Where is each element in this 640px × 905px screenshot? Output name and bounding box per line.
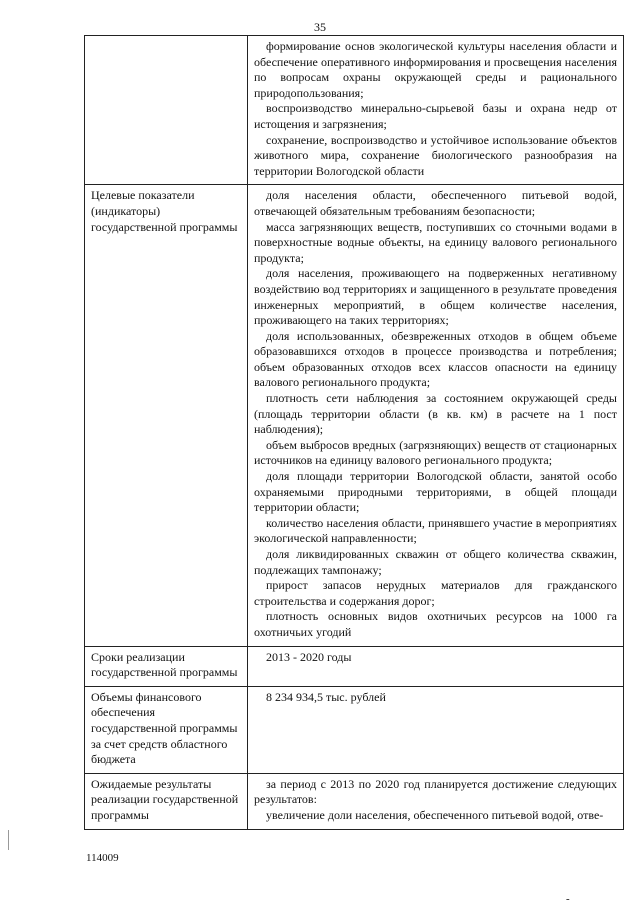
content-paragraph: плотность основных видов охотничьих ресурсов на 1000 га охотничьих угодий: [254, 609, 617, 639]
content-paragraph: плотность сети наблюдения за состоянием окружающей среды (площадь территории области (в кв. км) в расчете на 1 пост наблюдения);: [254, 391, 617, 437]
content-paragraph: 2013 - 2020 годы: [266, 649, 352, 664]
row-content: [248, 36, 624, 185]
row-label: Сроки реализации государственной программы: [85, 646, 248, 686]
content-paragraph: количество населения области, принявшего участие в мероприятиях экологической направленности;: [254, 515, 617, 546]
row-label: Ожидаемые результаты реализации государственной программы: [85, 773, 248, 829]
content-paragraph: доля площади территории Вологодской области, занятой особо охраняемыми природными территориями, в общей площади территории области;: [254, 469, 617, 515]
page-number: 35: [314, 20, 326, 34]
content-paragraph: воспроизводство минерально-сырьевой базы и охрана недр от истощения и загрязнения;: [254, 101, 617, 131]
content-paragraph: 8 234 934,5 тыс. рублей: [266, 689, 386, 704]
margin-mark: [8, 830, 13, 850]
content-paragraph: доля населения области, обеспеченного питьевой водой, отвечающей обязательным требованиям безопасности;: [254, 188, 617, 218]
content-paragraph: за период с 2013 по 2020 год планируется достижение следующих результатов:: [254, 776, 617, 807]
table-row: [85, 185, 624, 646]
content-paragraph: масса загрязняющих веществ, поступивших со сточными водами в поверхностные водные объекты, на единицу валового регионального продукта;: [254, 219, 617, 265]
content-paragraph: прирост запасов нерудных материалов для гражданского строительства и содержания дорог;: [254, 578, 617, 608]
table-row: [85, 773, 624, 829]
content-paragraph: формирование основ экологической культуры населения области и обеспечение оперативного информирования и просвещения населения по вопросам охраны окружающей среды и рационального природопользования;: [254, 39, 617, 100]
table-row: [85, 36, 624, 185]
row-label: Объемы финансового обеспечения государственной программы за счет средств областного бюджета: [85, 686, 248, 773]
row-content: [248, 185, 624, 646]
program-passport-table: [84, 35, 624, 830]
row-content: [248, 646, 624, 686]
table-row: [85, 646, 624, 686]
footer-code: 114009: [86, 852, 119, 864]
content-paragraph: сохранение, воспроизводство и устойчивое использование объектов животного мира, сохранение биологического разнообразия на территории Вологодской области: [254, 132, 617, 178]
content-paragraph: объем выбросов вредных (загрязняющих) веществ от стационарных источников на единицу валового регионального продукта;: [254, 437, 617, 468]
content-paragraph: доля населения, проживающего на подверженных негативному воздействию вод территориях и защищенного в результате проведения инженерных мероприятий, в общем количестве населения, проживающего на таких территориях;: [254, 266, 617, 328]
table-row: [85, 686, 624, 773]
row-content: [248, 773, 624, 829]
row-label: Целевые показатели (индикаторы) государственной программы: [85, 185, 248, 646]
corner-mark: -: [566, 893, 570, 905]
content-paragraph: увеличение доли населения, обеспеченного питьевой водой, отве-: [266, 807, 604, 822]
content-paragraph: доля ликвидированных скважин от общего количества скважин, подлежащих тампонажу;: [254, 547, 617, 577]
content-paragraph: доля использованных, обезвреженных отходов в общем объеме образовавшихся отходов в процессе производства и потребления; объем образованных отходов всех классов опасности на единицу валового регионального продукта;: [254, 328, 617, 390]
row-content: [248, 686, 624, 773]
row-label: [85, 36, 248, 185]
